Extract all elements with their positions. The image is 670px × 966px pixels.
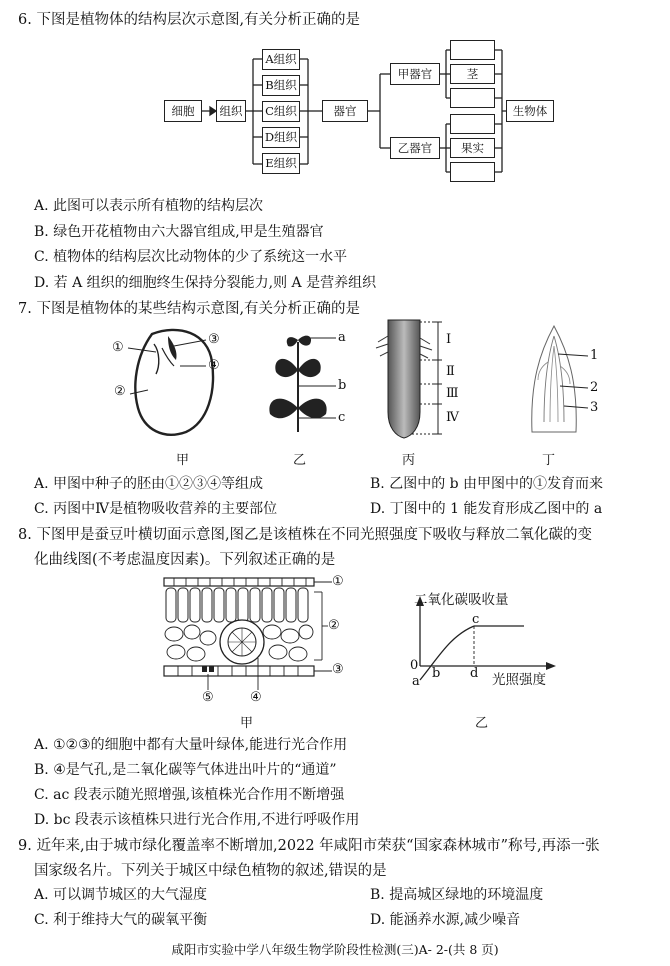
q6-option-d: D. 若 A 组织的细胞终生保持分裂能力,则 A 是营养组织 — [34, 275, 377, 291]
tissue-b-box: B组织 — [262, 75, 300, 96]
seed-label-4: ④ — [208, 358, 220, 373]
organism-box: 生物体 — [506, 100, 554, 122]
q9-option-c: C. 利于维持大气的碳氧平衡 — [34, 912, 208, 928]
tissue-box: 组织 — [216, 100, 246, 122]
organ-slot-box-6 — [450, 162, 495, 182]
q6-option-a: A. 此图可以表示所有植物的结构层次 — [34, 198, 264, 214]
leaf-figure-caption: 甲 — [240, 716, 254, 731]
q7-option-c: C. 丙图中Ⅳ是植物吸收营养的主要部位 — [34, 501, 278, 517]
root-zone-3: Ⅲ — [446, 386, 459, 401]
organ-jia-box: 甲器官 — [390, 63, 440, 85]
q7-option-a: A. 甲图中种子的胚由①②③④等组成 — [34, 476, 264, 492]
page-footer: 咸阳市实验中学八年级生物学阶段性检测(三)A- 2-(共 8 页) — [171, 942, 499, 957]
seedling-label-a: a — [338, 330, 346, 345]
q9-option-b: B. 提高城区绿地的环境温度 — [370, 887, 544, 903]
q7-seedling-figure — [258, 322, 358, 442]
graph-figure-caption: 乙 — [475, 716, 489, 731]
seedling-label-b: b — [338, 378, 347, 393]
root-zone-4: Ⅳ — [446, 410, 459, 425]
leaf-label-4: ④ — [250, 690, 262, 705]
q7-root-tip-figure — [370, 316, 490, 442]
graph-point-c: c — [472, 612, 480, 627]
tissue-e-box: E组织 — [262, 153, 300, 174]
bud-label-1: 1 — [590, 348, 599, 363]
q9-option-d: D. 能涵养水源,减少噪音 — [370, 912, 521, 928]
tissue-a-box: A组织 — [262, 49, 300, 70]
q9-stem-line2: 国家级名片。下列关于城区中绿色植物的叙述,错误的是 — [34, 863, 387, 879]
leaf-label-3: ③ — [332, 662, 344, 677]
organ-yi-box: 乙器官 — [390, 137, 440, 159]
tissue-d-box: D组织 — [262, 127, 300, 148]
graph-x-label: 光照强度 — [492, 672, 546, 688]
q8-option-c: C. ac 段表示随光照增强,该植株光合作用不断增强 — [34, 787, 345, 803]
organ-box: 器官 — [322, 100, 368, 122]
q8-stem-line2: 化曲线图(不考虑温度因素)。下列叙述正确的是 — [34, 552, 336, 568]
tissue-c-box: C组织 — [262, 101, 300, 122]
q8-option-b: B. ④是气孔,是二氧化碳等气体进出叶片的“通道” — [34, 762, 337, 778]
seed-label-1: ① — [112, 340, 124, 355]
leaf-label-5: ⑤ — [202, 690, 214, 705]
q8-co2-graph — [400, 588, 570, 703]
fruit-box: 果实 — [450, 138, 495, 158]
seed-label-2: ② — [114, 384, 126, 399]
graph-origin: 0 — [410, 658, 419, 673]
organ-slot-box-4 — [450, 114, 495, 134]
fig-ding-caption: 丁 — [542, 453, 556, 468]
q6-option-b: B. 绿色开花植物由六大器官组成,甲是生殖器官 — [34, 224, 324, 240]
q7-option-d: D. 丁图中的 1 能发育形成乙图中的 a — [370, 501, 603, 517]
q8-leaf-section-figure — [160, 572, 350, 712]
q7-option-b: B. 乙图中的 b 由甲图中的①发育而来 — [370, 476, 604, 492]
fig-jia-caption: 甲 — [176, 453, 190, 468]
organ-slot-box-3 — [450, 88, 495, 108]
graph-y-label: 二氧化碳吸收量 — [414, 592, 509, 608]
fig-yi-caption: 乙 — [293, 453, 307, 468]
leaf-label-1: ① — [332, 574, 344, 589]
q9-option-a: A. 可以调节城区的大气湿度 — [34, 887, 208, 903]
q7-seed-figure — [108, 322, 238, 442]
leaf-label-2: ② — [328, 618, 340, 633]
q6-stem: 6. 下图是植物体的结构层次示意图,有关分析正确的是 — [18, 12, 361, 28]
q6-option-c: C. 植物体的结构层次比动物体的少了系统这一水平 — [34, 249, 348, 265]
graph-point-b: b — [432, 666, 441, 681]
bud-drawing — [520, 322, 620, 442]
fig-bing-caption: 丙 — [402, 453, 416, 468]
root-tip-drawing — [370, 316, 490, 442]
root-zone-1: Ⅰ — [446, 332, 452, 347]
q8-option-d: D. bc 段表示该植株只进行光合作用,不进行呼吸作用 — [34, 812, 360, 828]
q6-structure-diagram — [150, 38, 570, 188]
graph-point-d: d — [470, 666, 479, 681]
root-zone-2: Ⅱ — [446, 364, 455, 379]
q8-stem-line1: 8. 下图甲是蚕豆叶横切面示意图,图乙是该植株在不同光照强度下吸收与释放二氧化碳的变 — [18, 527, 593, 543]
bud-label-2: 2 — [590, 380, 599, 395]
graph-point-a: a — [412, 674, 420, 689]
cell-box: 细胞 — [164, 100, 202, 122]
q8-option-a: A. ①②③的细胞中都有大量叶绿体,能进行光合作用 — [34, 737, 348, 753]
q7-stem: 7. 下图是植物体的某些结构示意图,有关分析正确的是 — [18, 301, 361, 317]
q9-stem-line1: 9. 近年来,由于城市绿化覆盖率不断增加,2022 年咸阳市荣获“国家森林城市”称号,再添一张 — [18, 838, 600, 854]
stem-box: 茎 — [450, 64, 495, 84]
bud-label-3: 3 — [590, 400, 599, 415]
seed-label-3: ③ — [208, 332, 220, 347]
q7-bud-figure — [520, 322, 620, 442]
seedling-label-c: c — [338, 410, 346, 425]
organ-slot-box-1 — [450, 40, 495, 60]
